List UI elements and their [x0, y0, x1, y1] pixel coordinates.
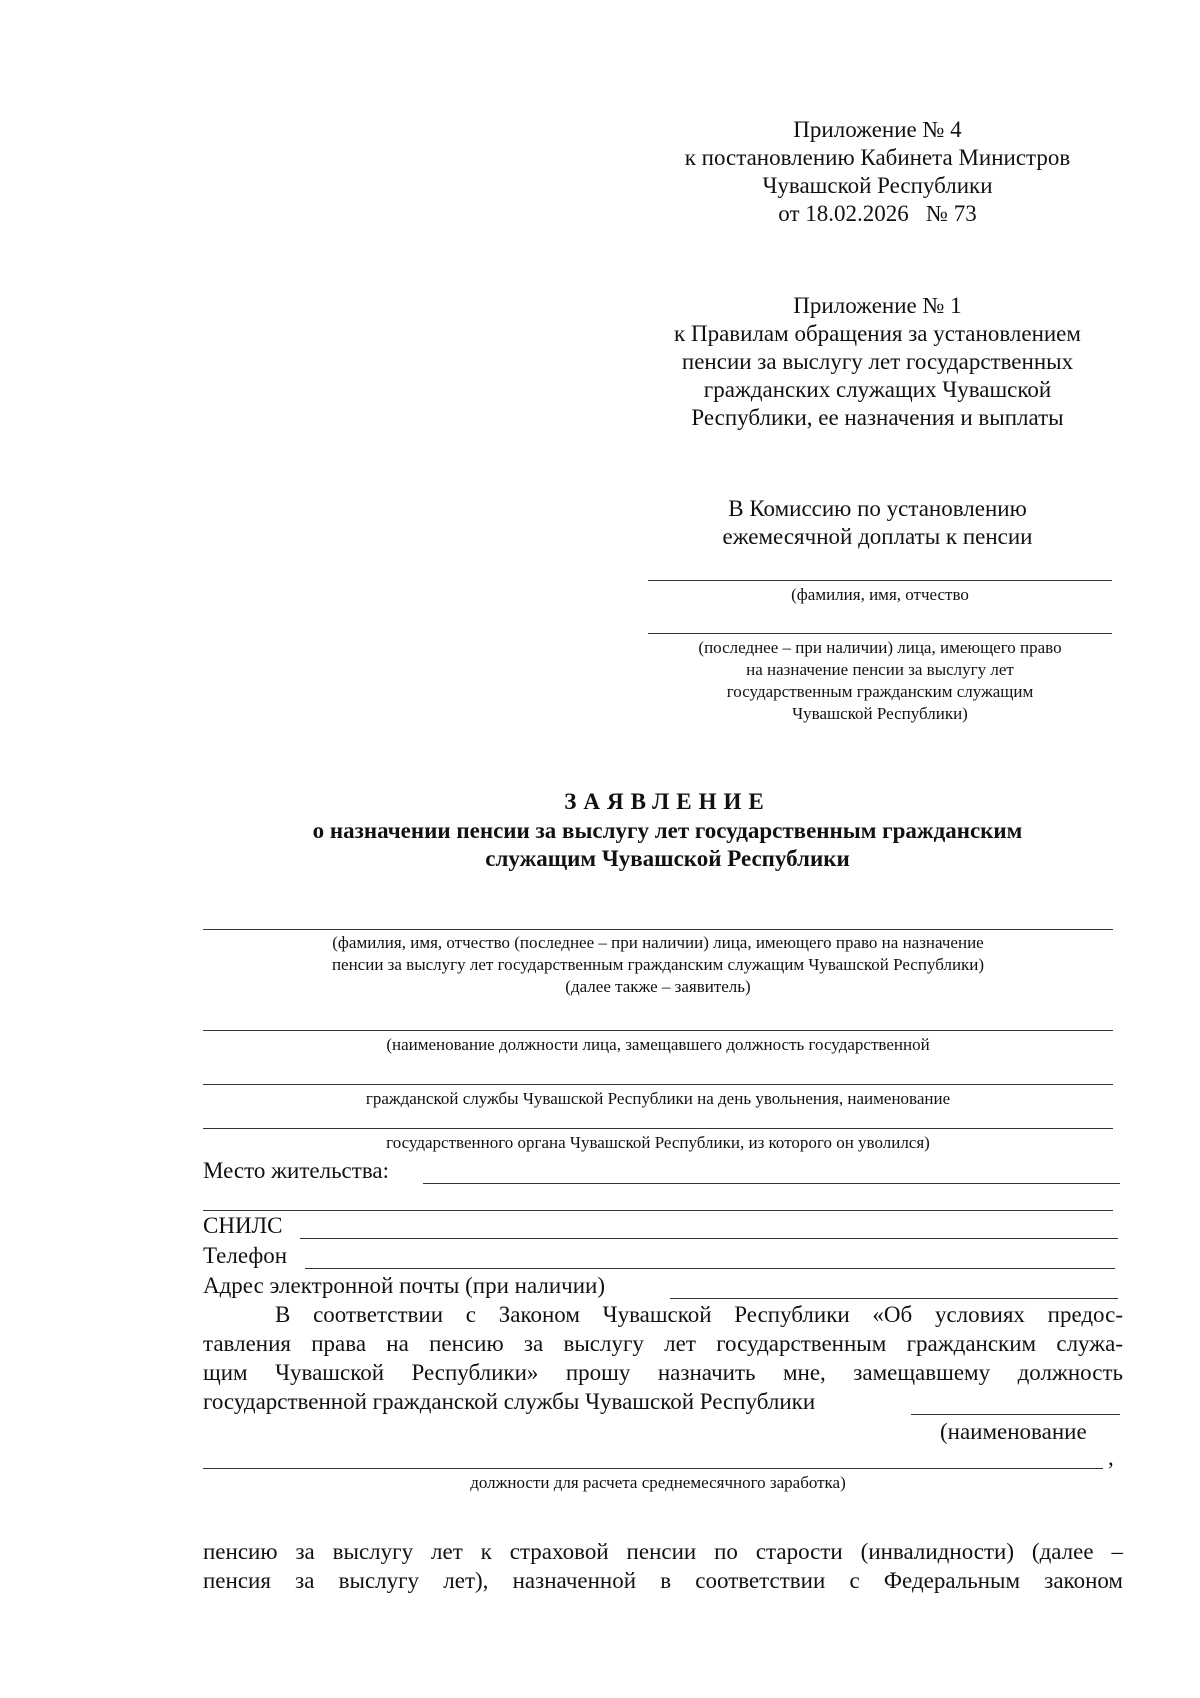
applicant-caption [203, 932, 1113, 998]
average-salary-caption: должности для расчета среднемесячного заработка) [470, 1473, 846, 1492]
appendix-1-line: Приложение № 1 [793, 293, 962, 318]
residence-input-2[interactable] [203, 1210, 1113, 1211]
statement-line-1: В соответствии с Законом Чувашской Республики «Об условиях предос- [275, 1302, 1123, 1327]
addressee-line: В Комиссию по установлению [728, 496, 1027, 521]
appendix-1-header [640, 292, 1115, 432]
addressee-name-field[interactable] [648, 580, 1112, 581]
appendix-1-line: Республики, ее назначения и выплаты [691, 405, 1064, 430]
addressee-caption-line: (последнее – при наличии) лица, имеющего право [698, 638, 1062, 657]
appendix-4-header [640, 116, 1115, 228]
appendix-4-line: Приложение № 4 [793, 117, 962, 142]
position-name-input-2[interactable] [203, 1468, 1103, 1469]
appendix-1-line: к Правилам обращения за установлением [674, 321, 1081, 346]
statement-line-4: государственной гражданской службы Чувашской Республики [203, 1389, 816, 1414]
residence-input[interactable] [423, 1183, 1120, 1184]
applicant-caption-line: (фамилия, имя, отчество (последнее – при наличии) лица, имеющего право на назначение [332, 933, 984, 952]
statement-line-5: пенсию за выслугу лет к страховой пенсии по старости (инвалидности) (далее – [203, 1539, 1123, 1564]
email-label: Адрес электронной почты (при наличии) [203, 1273, 605, 1298]
addressee-name-field-2[interactable] [648, 633, 1112, 634]
position-caption-3: государственного органа Чувашской Республики, из которого он уволился) [386, 1133, 930, 1152]
addressee-caption-line: государственным гражданским служащим [726, 682, 1034, 701]
addressee-caption-2 [630, 637, 1130, 725]
addressee-line: ежемесячной доплаты к пенсии [722, 524, 1033, 549]
addressee-block [640, 495, 1115, 551]
appendix-4-line: от 18.02.2026 № 73 [778, 201, 977, 226]
comma: , [1108, 1445, 1114, 1470]
appendix-4-line: Чувашской Республики [762, 173, 993, 198]
applicant-name-field[interactable] [203, 929, 1113, 930]
statement-line-2: тавления права на пенсию за выслугу лет государственным гражданским служа- [203, 1331, 1123, 1356]
document-subtitle-1: о назначении пенсии за выслугу лет государственным гражданским [312, 818, 1023, 843]
applicant-caption-line: пенсии за выслугу лет государственным гражданским служащим Чувашской Республики) [331, 955, 985, 974]
appendix-1-line: пенсии за выслугу лет государственных [681, 349, 1074, 374]
phone-input[interactable] [305, 1268, 1115, 1269]
position-field-3[interactable] [203, 1128, 1113, 1129]
appendix-4-line: к постановлению Кабинета Министров [684, 145, 1071, 170]
appendix-1-line: гражданских служащих Чувашской [703, 377, 1052, 402]
addressee-caption-line: на назначение пенсии за выслугу лет [746, 660, 1014, 679]
position-field-2[interactable] [203, 1084, 1113, 1085]
addressee-caption-1: (фамилия, имя, отчество [791, 585, 969, 604]
statement-line-3: щим Чувашской Республики» прошу назначить мне, замещавшему должность [203, 1360, 1123, 1385]
position-name-caption: (наименование [940, 1419, 1087, 1444]
email-input[interactable] [670, 1298, 1118, 1299]
phone-label: Телефон [203, 1243, 288, 1268]
position-name-input[interactable] [911, 1414, 1120, 1415]
document-title: ЗАЯВЛЕНИЕ [564, 789, 771, 814]
statement-line-6: пенсия за выслугу лет), назначенной в соответствии с Федеральным законом [203, 1568, 1123, 1593]
document-subtitle-2: служащим Чувашской Республики [485, 846, 850, 871]
position-caption-2: гражданской службы Чувашской Республики на день увольнения, наименование [365, 1089, 951, 1108]
residence-label: Место жительства: [203, 1158, 389, 1183]
applicant-caption-line: (далее также – заявитель) [565, 977, 751, 996]
position-caption-1: (наименование должности лица, замещавшего должность государственной [386, 1035, 930, 1054]
snils-input[interactable] [300, 1238, 1118, 1239]
position-field-1[interactable] [203, 1030, 1113, 1031]
snils-label: СНИЛС [203, 1213, 283, 1238]
addressee-caption-line: Чувашской Республики) [792, 704, 968, 723]
